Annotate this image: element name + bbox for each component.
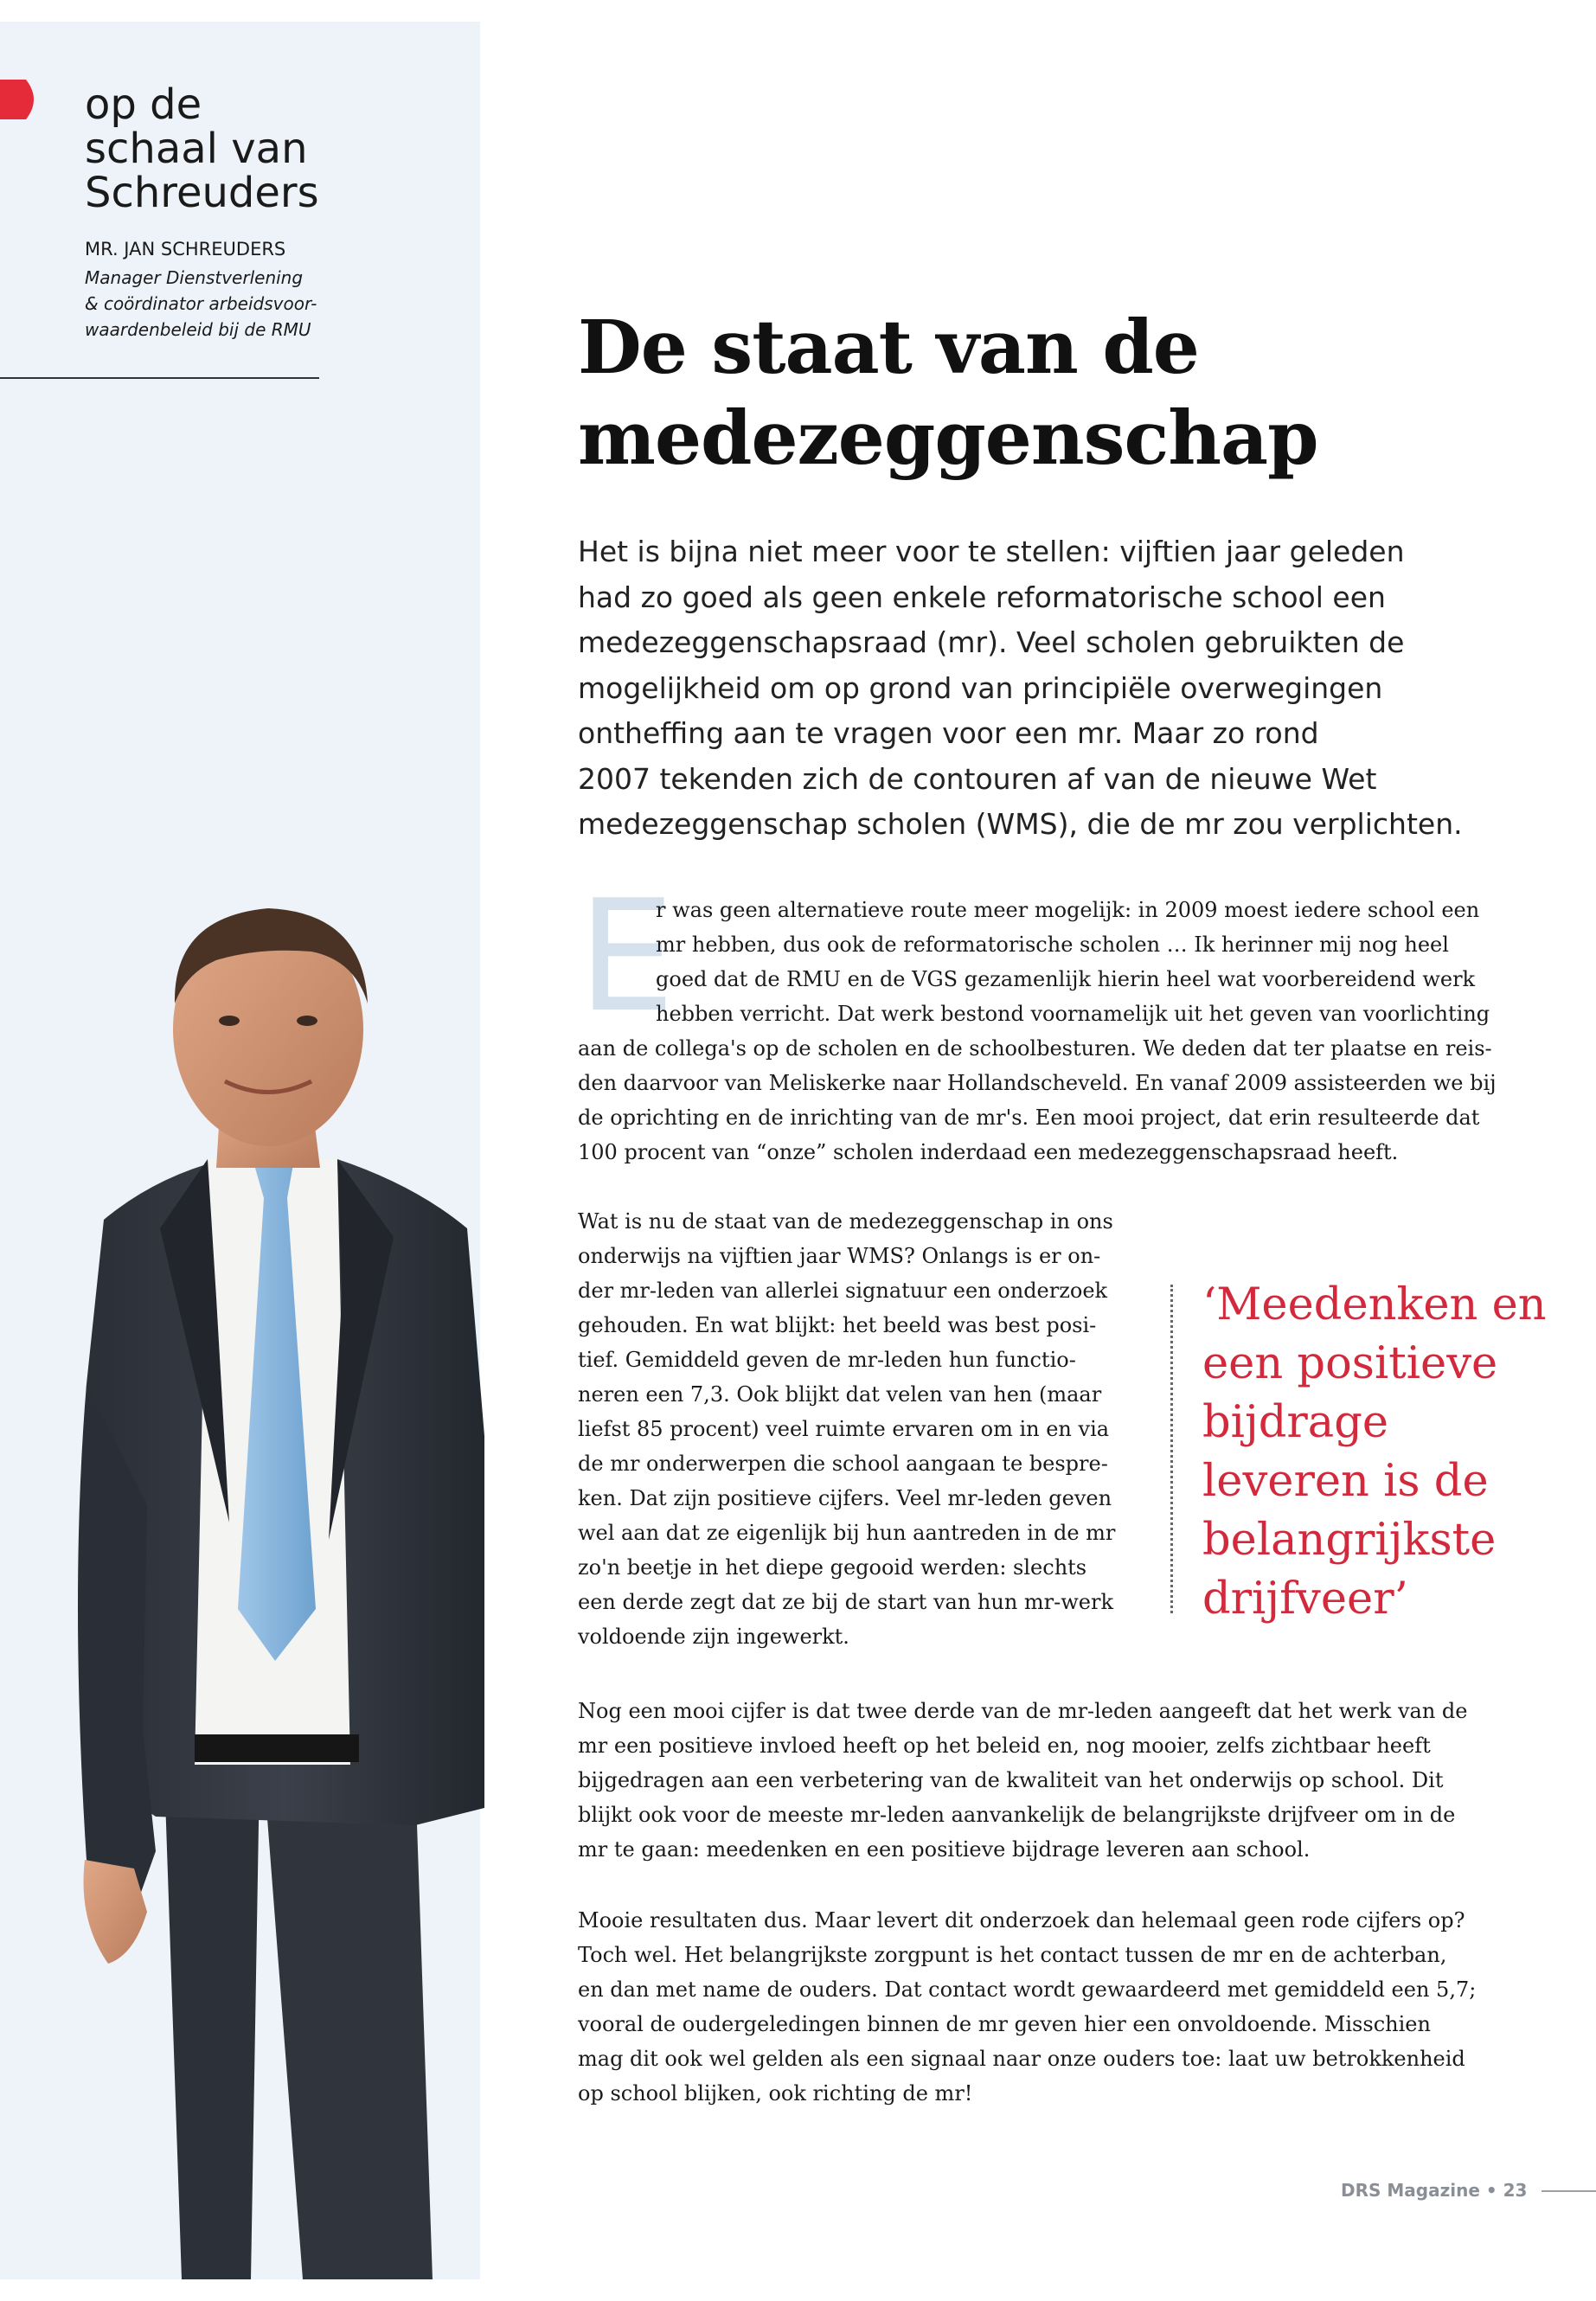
- paragraph-line: de mr onderwerpen die school aangaan te bespre-: [578, 1452, 1108, 1476]
- paragraph-line: 100 procent van “onze” scholen inderdaad een medezeggenschapsraad heeft.: [578, 1140, 1399, 1164]
- pull-quote-divider: [1170, 1285, 1173, 1613]
- paragraph-line: mr te gaan: meedenken en een positieve bijdrage leveren aan school.: [578, 1837, 1311, 1862]
- pull-quote-line: een positieve: [1202, 1338, 1498, 1389]
- column-title-line: Schreuders: [85, 169, 319, 217]
- paragraph-line: mag dit ook wel gelden als een signaal naar onze ouders toe: laat uw betrokkenheid: [578, 2047, 1465, 2071]
- paragraph-line: r was geen alternatieve route meer mogelijk: in 2009 moest iedere school een: [656, 898, 1480, 922]
- article-paragraph-3: [578, 1694, 1529, 1867]
- paragraph-line: den daarvoor van Meliskerke naar Hollandscheveld. En vanaf 2009 assisteerden we bij: [578, 1071, 1497, 1095]
- paragraph-line: voldoende zijn ingewerkt.: [578, 1625, 849, 1649]
- paragraph-line: liefst 85 procent) veel ruimte ervaren om in en via: [578, 1417, 1110, 1441]
- intro-line: 2007 tekenden zich de contouren af van de nieuwe Wet: [578, 761, 1377, 796]
- drop-cap: E: [578, 867, 676, 1046]
- paragraph-line: goed dat de RMU en de VGS gezamenlijk hierin heel wat voorbereidend werk: [656, 967, 1476, 991]
- paragraph-line: blijkt ook voor de meeste mr-leden aanvankelijk de belangrijkste drijfveer om in de: [578, 1803, 1456, 1827]
- article-paragraph-4: [578, 1903, 1529, 2111]
- author-name: MR. JAN SCHREUDERS: [85, 239, 286, 260]
- red-tab-marker: [0, 80, 42, 119]
- article-paragraph-2: [578, 1204, 1149, 1654]
- paragraph-line: een derde zegt dat ze bij de start van hun mr-werk: [578, 1590, 1114, 1614]
- author-role-line: Manager Dienstverlening: [85, 267, 304, 288]
- paragraph-line: mr hebben, dus ook de reformatorische scholen … Ik herinner mij nog heel: [656, 933, 1449, 957]
- paragraph-line: Nog een mooi cijfer is dat twee derde van de mr-leden aangeeft dat het werk van de: [578, 1699, 1468, 1723]
- column-title-line: schaal van: [85, 125, 308, 173]
- paragraph-line: de oprichting en de inrichting van de mr's. Een mooi project, dat erin resulteerde dat: [578, 1106, 1480, 1130]
- page-number: 23: [1503, 2180, 1528, 2201]
- intro-line: Het is bijna niet meer voor te stellen: vijftien jaar geleden: [578, 535, 1405, 568]
- paragraph-line: der mr-leden van allerlei signatuur een onderzoek: [578, 1279, 1108, 1303]
- author-role-line: & coördinator arbeidsvoor-: [85, 293, 317, 314]
- paragraph-line: en dan met name de ouders. Dat contact wordt gewaardeerd met gemiddeld een 5,7;: [578, 1977, 1477, 2002]
- column-title: [85, 80, 431, 217]
- paragraph-line: Toch wel. Het belangrijkste zorgpunt is het contact tussen de mr en de achterban,: [578, 1943, 1447, 1967]
- paragraph-line: onderwijs na vijftien jaar WMS? Onlangs is er on-: [578, 1244, 1101, 1268]
- paragraph-line: ken. Dat zijn positieve cijfers. Veel mr-leden geven: [578, 1486, 1112, 1510]
- author-role-line: waardenbeleid bij de RMU: [85, 319, 311, 340]
- paragraph-line: zo'n beetje in het diepe gegooid werden: slechts: [578, 1555, 1087, 1580]
- pull-quote-line: belangrijkste: [1202, 1515, 1497, 1566]
- pull-quote-line: leveren is de: [1202, 1456, 1489, 1507]
- author-role: [85, 265, 344, 343]
- page-footer: [1341, 2180, 1527, 2201]
- intro-line: medezeggenschap scholen (WMS), die de mr zou verplichten.: [578, 807, 1463, 841]
- magazine-name: DRS Magazine: [1341, 2180, 1480, 2201]
- pull-quote-line: bijdrage: [1202, 1397, 1389, 1448]
- paragraph-line: tief. Gemiddeld geven de mr-leden hun functio-: [578, 1348, 1076, 1372]
- author-divider: [0, 377, 319, 379]
- paragraph-line: wel aan dat ze eigenlijk bij hun aantreden in de mr: [578, 1521, 1116, 1545]
- pull-quote-line: ‘Meedenken en: [1202, 1279, 1547, 1330]
- headline-line: De staat van de: [578, 304, 1199, 391]
- paragraph-line: Wat is nu de staat van de medezeggenschap in ons: [578, 1209, 1113, 1234]
- intro-line: ontheffing aan te vragen voor een mr. Maar zo rond: [578, 716, 1319, 750]
- article-paragraph-1: [578, 893, 1529, 1170]
- paragraph-line: hebben verricht. Dat werk bestond voornamelijk uit het geven van voorlichting: [656, 1002, 1490, 1026]
- paragraph-line: vooral de oudergeledingen binnen de mr geven hier een onvoldoende. Misschien: [578, 2012, 1431, 2036]
- intro-line: medezeggenschapsraad (mr). Veel scholen gebruikten de: [578, 625, 1405, 659]
- paragraph-line: mr een positieve invloed heeft op het beleid en, nog mooier, zelfs zichtbaar heeft: [578, 1734, 1431, 1758]
- paragraph-line: gehouden. En wat blijkt: het beeld was best posi-: [578, 1313, 1097, 1337]
- pull-quote-line: drijfveer’: [1202, 1574, 1408, 1625]
- article-intro: [578, 529, 1486, 848]
- author-portrait-photo: [52, 900, 484, 2279]
- headline-line: medezeggenschap: [578, 395, 1318, 482]
- paragraph-line: Mooie resultaten dus. Maar levert dit onderzoek dan helemaal geen rode cijfers op?: [578, 1908, 1465, 1932]
- paragraph-line: bijgedragen aan een verbetering van de kwaliteit van het onderwijs op school. Dit: [578, 1768, 1444, 1792]
- paragraph-line: neren een 7,3. Ook blijkt dat velen van hen (maar: [578, 1382, 1102, 1407]
- paragraph-line: op school blijken, ook richting de mr!: [578, 2081, 973, 2106]
- intro-line: mogelijkheid om op grond van principiële overwegingen: [578, 670, 1383, 705]
- paragraph-line: aan de collega's op de scholen en de schoolbesturen. We deden dat ter plaatse en reis-: [578, 1036, 1492, 1061]
- article-headline: [578, 303, 1529, 484]
- column-title-line: op de: [85, 80, 202, 129]
- footer-separator: •: [1485, 2180, 1497, 2201]
- footer-divider: [1542, 2190, 1596, 2192]
- pull-quote: [1202, 1276, 1583, 1629]
- intro-line: had zo goed als geen enkele reformatorische school een: [578, 580, 1386, 614]
